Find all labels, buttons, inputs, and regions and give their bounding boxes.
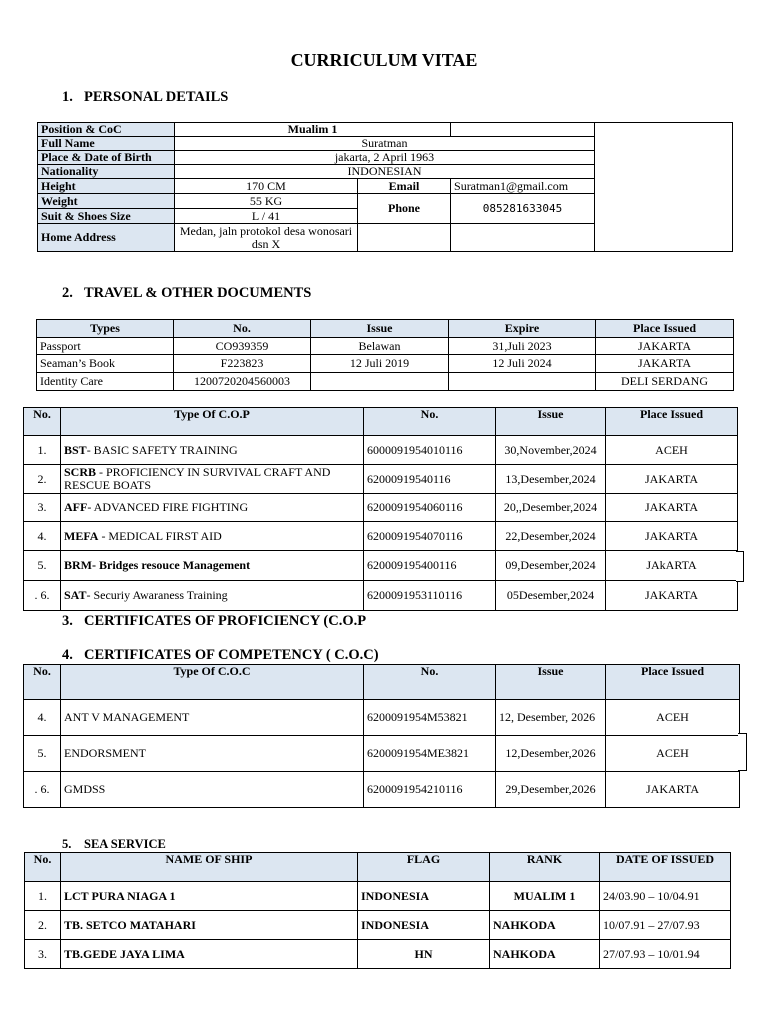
cop-row-number: 620009195400116 (364, 551, 496, 581)
doc-number: CO939359 (174, 338, 311, 355)
cop-row-no: 1. (24, 436, 61, 465)
cop-row-place: JAKARTA (606, 494, 738, 522)
coc-row-number: 6200091954210116 (364, 772, 496, 808)
sea-row-date: 24/03.90 – 10/04.91 (600, 882, 731, 911)
section-coc: 4. CERTIFICATES OF COMPETENCY ( C.O.C) (62, 647, 379, 663)
table-row (25, 911, 731, 940)
phone-value: 085281633045 (451, 194, 595, 224)
email-label: Email (358, 179, 451, 194)
cop-row-type: AFF- ADVANCED FIRE FIGHTING (61, 494, 364, 522)
section-cop: 3. CERTIFICATES OF PROFICIENCY (C.O.P (62, 613, 367, 629)
sea-row-ship: TB.GEDE JAYA LIMA (61, 940, 358, 969)
coc-table (23, 664, 740, 808)
table-row (24, 736, 740, 772)
cop-row-type: SAT- Securiy Awaraness Training (61, 581, 364, 611)
birth-label: Place & Date of Birth (38, 151, 175, 165)
weight-value: 55 KG (175, 194, 358, 209)
position-value: Mualim 1 (175, 123, 451, 137)
cop-header-place: Place Issued (606, 408, 738, 436)
doc-expire: 31,Juli 2023 (449, 338, 596, 355)
cop-row-no: 4. (24, 522, 61, 551)
coc-header-number: No. (364, 665, 496, 700)
size-value: L / 41 (175, 209, 358, 224)
full-name-value: Suratman (175, 137, 595, 151)
address-value: Medan, jaln protokol desa wonosari dsn X (175, 224, 358, 252)
sea-header-ship: NAME OF SHIP (61, 853, 358, 882)
table-row (24, 700, 740, 736)
sea-row-date: 10/07.91 – 27/07.93 (600, 911, 731, 940)
sea-row-flag: INDONESIA (358, 911, 490, 940)
doc-header-no: No. (174, 320, 311, 338)
cop-row-place: JAKARTA (606, 522, 738, 551)
coc-row-place: JAKARTA (606, 772, 740, 808)
address-empty-cell-2 (451, 224, 595, 252)
table-row (24, 436, 738, 465)
cell-fragment (736, 551, 744, 582)
coc-row-place: ACEH (606, 736, 740, 772)
table-row (37, 338, 734, 355)
sea-row-ship: LCT PURA NIAGA 1 (61, 882, 358, 911)
document-title: CURRICULUM VITAE (290, 50, 478, 70)
doc-issue: Belawan (311, 338, 449, 355)
coc-row-issue: 29,Desember,2026 (496, 772, 606, 808)
sea-header-no: No. (25, 853, 61, 882)
sea-row-rank: NAHKODA (490, 911, 600, 940)
travel-documents-table (36, 319, 734, 391)
cop-row-no: . 6. (24, 581, 61, 611)
cop-row-number: 62000919540116 (364, 465, 496, 494)
height-value: 170 CM (175, 179, 358, 194)
sea-row-rank: MUALIM 1 (490, 882, 600, 911)
cop-row-type: BST- BASIC SAFETY TRAINING (61, 436, 364, 465)
cop-header-type: Type Of C.O.P (61, 408, 364, 436)
sea-row-flag: HN (358, 940, 490, 969)
address-label: Home Address (38, 224, 175, 252)
phone-label: Phone (358, 194, 451, 224)
section-travel-documents: 2. TRAVEL & OTHER DOCUMENTS (62, 285, 312, 301)
cop-header-number: No. (364, 408, 496, 436)
cop-row-no: 2. (24, 465, 61, 494)
cop-row-place: ACEH (606, 436, 738, 465)
coc-row-issue: 12,Desember,2026 (496, 736, 606, 772)
doc-header-place: Place Issued (596, 320, 734, 338)
cop-row-number: 6200091954070116 (364, 522, 496, 551)
birth-value: jakarta, 2 April 1963 (175, 151, 595, 165)
doc-issue (311, 373, 449, 391)
table-row (24, 551, 738, 581)
cop-row-issue: 09,Desember,2024 (496, 551, 606, 581)
section-personal-details: 1. PERSONAL DETAILS (62, 89, 229, 105)
height-label: Height (38, 179, 175, 194)
cop-row-issue: 05Desember,2024 (496, 581, 606, 611)
cop-row-number: 6000091954010116 (364, 436, 496, 465)
doc-header-expire: Expire (449, 320, 596, 338)
doc-place: JAKARTA (596, 355, 734, 373)
coc-header-place: Place Issued (606, 665, 740, 700)
weight-label: Weight (38, 194, 175, 209)
cop-row-place: JAkARTA (606, 551, 738, 581)
doc-issue: 12 Juli 2019 (311, 355, 449, 373)
coc-header-no: No. (24, 665, 61, 700)
sea-row-no: 2. (25, 911, 61, 940)
nationality-value: INDONESIAN (175, 165, 595, 179)
doc-number: 1200720204560003 (174, 373, 311, 391)
table-row (24, 494, 738, 522)
sea-row-rank: NAHKODA (490, 940, 600, 969)
coc-row-number: 6200091954ME3821 (364, 736, 496, 772)
sea-header-flag: FLAG (358, 853, 490, 882)
position-empty-cell (451, 123, 595, 137)
sea-header-date: DATE OF ISSUED (600, 853, 731, 882)
coc-row-type: ANT V MANAGEMENT (61, 700, 364, 736)
coc-row-type: ENDORSMENT (61, 736, 364, 772)
coc-row-no: 4. (24, 700, 61, 736)
cop-row-no: 3. (24, 494, 61, 522)
coc-header-issue: Issue (496, 665, 606, 700)
cop-row-issue: 20,,Desember,2024 (496, 494, 606, 522)
cop-row-issue: 30,November,2024 (496, 436, 606, 465)
cell-fragment (738, 733, 747, 771)
coc-row-no: 5. (24, 736, 61, 772)
nationality-label: Nationality (38, 165, 175, 179)
cop-header-issue: Issue (496, 408, 606, 436)
doc-type: Passport (37, 338, 174, 355)
table-row (37, 355, 734, 373)
table-row (25, 882, 731, 911)
doc-place: JAKARTA (596, 338, 734, 355)
doc-expire (449, 373, 596, 391)
table-row (25, 940, 731, 969)
position-label: Position & CoC (38, 123, 175, 137)
cop-header-no: No. (24, 408, 61, 436)
cop-row-type: MEFA - MEDICAL FIRST AID (61, 522, 364, 551)
table-row (24, 772, 740, 808)
cop-row-place: JAKARTA (606, 581, 738, 611)
sea-service-table (24, 852, 731, 969)
table-row (24, 522, 738, 551)
cop-row-type: SCRB - PROFICIENCY IN SURVIVAL CRAFT AND RESCUE BOATS (61, 465, 364, 494)
size-label: Suit & Shoes Size (38, 209, 175, 224)
cop-row-place: JAKARTA (606, 465, 738, 494)
coc-header-type: Type Of C.O.C (61, 665, 364, 700)
full-name-label: Full Name (38, 137, 175, 151)
doc-type: Seaman’s Book (37, 355, 174, 373)
coc-row-issue: 12, Desember, 2026 (496, 700, 606, 736)
sea-row-date: 27/07.93 – 10/01.94 (600, 940, 731, 969)
sea-row-flag: INDONESIA (358, 882, 490, 911)
cop-row-number: 6200091953110116 (364, 581, 496, 611)
coc-row-number: 6200091954M53821 (364, 700, 496, 736)
personal-details-table (37, 122, 733, 252)
doc-number: F223823 (174, 355, 311, 373)
sea-row-no: 3. (25, 940, 61, 969)
address-empty-cell-1 (358, 224, 451, 252)
sea-header-rank: RANK (490, 853, 600, 882)
table-row (24, 465, 738, 494)
cop-table (23, 407, 738, 611)
cop-row-no: 5. (24, 551, 61, 581)
cop-row-issue: 22,Desember,2024 (496, 522, 606, 551)
photo-cell (595, 123, 733, 252)
coc-row-place: ACEH (606, 700, 740, 736)
sea-row-no: 1. (25, 882, 61, 911)
cop-row-issue: 13,Desember,2024 (496, 465, 606, 494)
doc-header-types: Types (37, 320, 174, 338)
table-row (37, 373, 734, 391)
section-sea-service: 5. SEA SERVICE (62, 837, 166, 851)
cop-row-number: 6200091954060116 (364, 494, 496, 522)
coc-row-no: . 6. (24, 772, 61, 808)
email-value: Suratman1@gmail.com (451, 179, 595, 194)
table-row (24, 581, 738, 611)
doc-place: DELI SERDANG (596, 373, 734, 391)
doc-header-issue: Issue (311, 320, 449, 338)
coc-row-type: GMDSS (61, 772, 364, 808)
cop-row-type: BRM- Bridges resouce Management (61, 551, 364, 581)
doc-expire: 12 Juli 2024 (449, 355, 596, 373)
sea-row-ship: TB. SETCO MATAHARI (61, 911, 358, 940)
doc-type: Identity Care (37, 373, 174, 391)
